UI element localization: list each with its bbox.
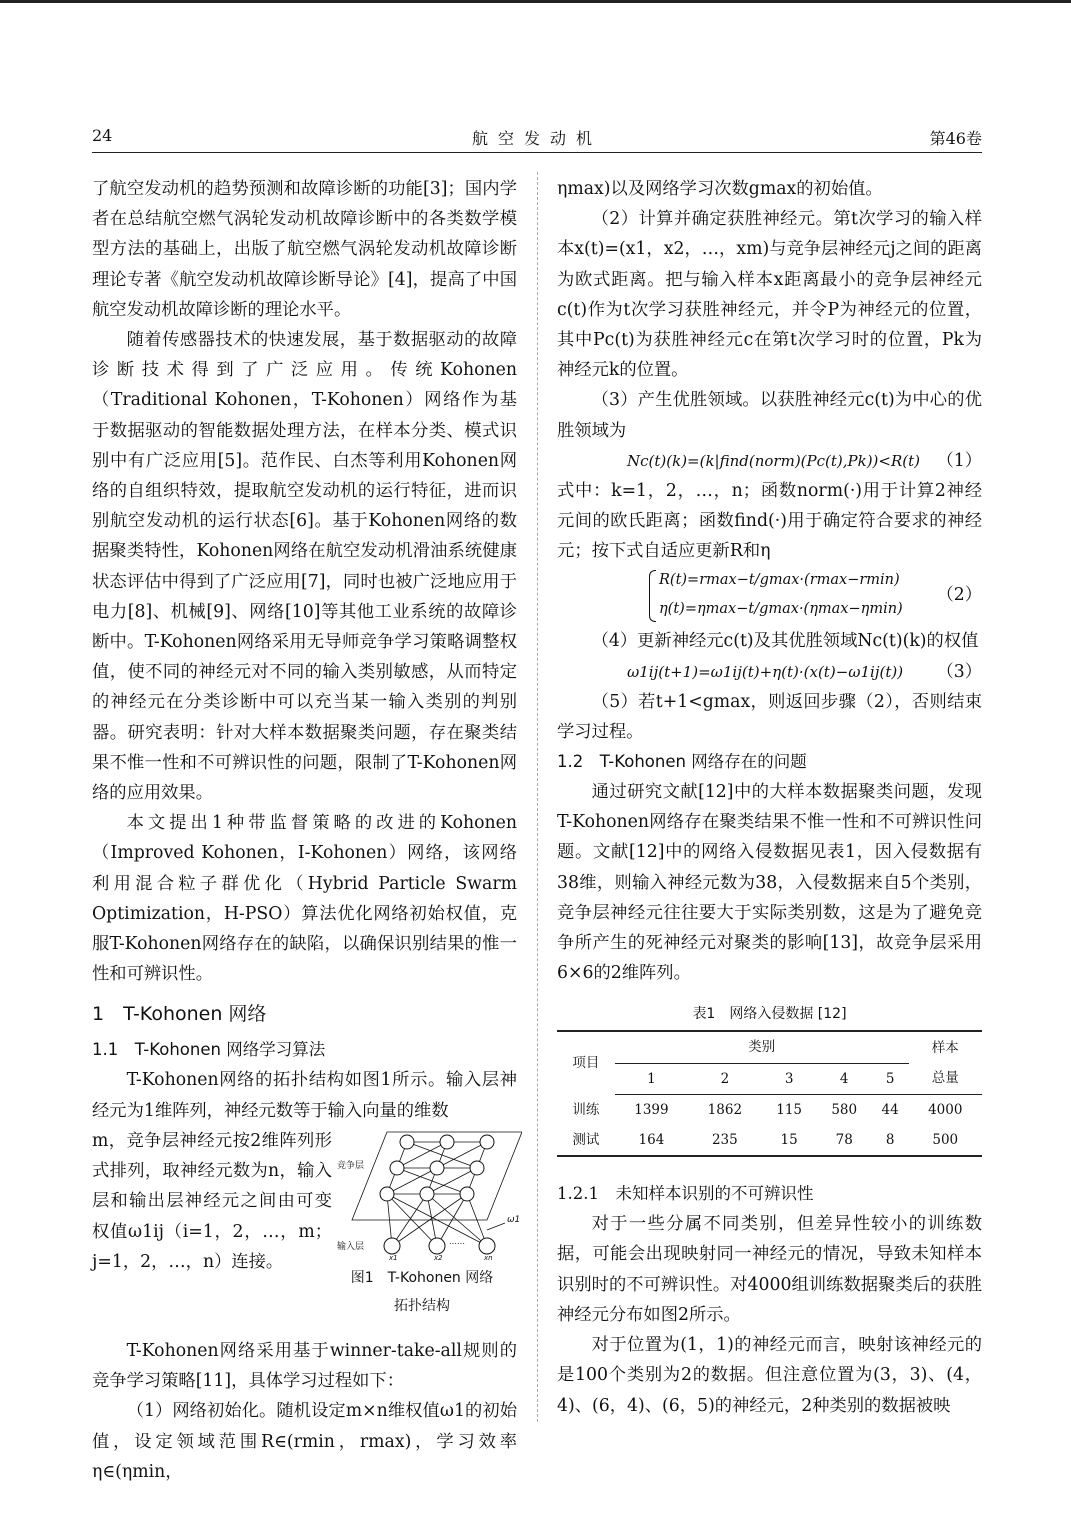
- subsection-heading: 1.2 T-Kohonen 网络存在的问题: [557, 752, 807, 772]
- table-class-label: 1: [615, 1063, 688, 1094]
- competition-plane: [352, 1132, 522, 1220]
- paragraph: 本文提出1种带监督策略的改进的Kohonen（Improved Kohonen，I-Kohonen）网络，该网络利用混合粒子群优化（Hybrid Particle Swarm Optimization，H-PSO）算法优化网络初始权值，克服T-Kohonen网络存在的缺陷，以确保识别结果的惟一性和可辨识性。: [92, 813, 517, 985]
- table-header-item: 项目: [557, 1031, 615, 1094]
- paragraph: 对于位置为(1，1)的神经元而言，映射该神经元的是100个类别为2的数据。但注意位置为(3，3)、(4，4)、(6，4)、(6，5)的神经元，2种类别的数据被映: [557, 1335, 982, 1416]
- competition-neuron: [440, 1135, 454, 1149]
- table-row: [557, 1094, 982, 1125]
- equation-number: （2）: [936, 585, 982, 606]
- equation-body: ω1ij(t+1)=ω1ij(t)+η(t)·(x(t)−ω1ij(t)): [627, 662, 904, 681]
- weight-label: ω1: [507, 1214, 521, 1225]
- figure-caption: [322, 1264, 522, 1320]
- table-class-label: 5: [872, 1063, 909, 1094]
- paragraph: T-Kohonen网络的拓扑结构如图1所示。输入层神经元为1维阵列，神经元数等于输入向量的维数: [92, 1070, 517, 1121]
- table-cell: 15: [762, 1125, 817, 1156]
- paragraph: T-Kohonen网络采用基于winner-take-all规则的竞争学习策略[11]，具体学习过程如下：: [92, 1340, 517, 1392]
- figure-caption-line2: 拓扑结构: [394, 1297, 450, 1314]
- paragraph: （4）更新神经元c(t)及其优胜领域Nc(t)(k)的权值: [591, 631, 979, 652]
- input-neuron: [429, 1238, 445, 1254]
- table-class-label: 4: [817, 1063, 872, 1094]
- competition-neuron: [400, 1135, 414, 1149]
- paragraph: m，竞争层神经元按2维阵列形式排列，取神经元数为n，输入层和输出层神经元之间由可变权值ω1ij（i=1，2，…，m；j=1，2，…，n）连接。: [92, 1130, 332, 1272]
- table-cell: 4000: [928, 1101, 963, 1118]
- input-xn-label: xn: [484, 1253, 493, 1260]
- paragraph: ηmax)以及网络学习次数gmax的初始值。: [557, 179, 883, 199]
- table-class-label: 3: [762, 1063, 817, 1094]
- input-x2-label: x2: [434, 1253, 443, 1260]
- section-heading: 1 T-Kohonen 网络: [92, 1003, 267, 1026]
- table-cell: 580: [831, 1101, 858, 1118]
- table-row: [557, 1125, 982, 1156]
- subsection-heading: 1.1 T-Kohonen 网络学习算法: [92, 1040, 326, 1060]
- journal-title: 航空发动机: [471, 129, 602, 148]
- input-layer-label: 输入层: [337, 1241, 365, 1252]
- table-caption: 表1 网络入侵数据 [12]: [692, 1006, 847, 1023]
- volume-label: 第46卷: [929, 129, 982, 148]
- competition-neuron: [420, 1187, 434, 1201]
- equation-number: （1）: [936, 450, 982, 471]
- table-cell: 44: [881, 1101, 899, 1118]
- competition-neuron: [460, 1187, 474, 1201]
- paragraph: 通过研究文献[12]中的大样本数据聚类问题，发现T-Kohonen网络存在聚类结果不惟一性和不可辨识性问题。文献[12]中的网络入侵数据见表1，因入侵数据有38维，则输入神经元数为38，入侵数据来自5个类别，竞争层神经元往往要大于实际类别数，这是为了避免竞争所产生的死神经元对聚类的影响[13]，故竞争层采用6×6的2维阵列。: [557, 782, 982, 984]
- table-cell: 115: [776, 1101, 803, 1118]
- left-column: [92, 174, 521, 1487]
- paragraph: （3）产生优胜领域。以获胜神经元c(t)为中心的优胜领域为: [557, 390, 982, 441]
- header-rule: [92, 152, 982, 153]
- competition-neuron: [390, 1161, 404, 1175]
- paragraph: （5）若t+1<gmax，则返回步骤（2），否则结束学习过程。: [557, 691, 982, 742]
- top-border: [0, 0, 1071, 3]
- table-header-total: 样本: [909, 1031, 983, 1063]
- competition-neuron: [480, 1135, 494, 1149]
- table-cell: 235: [688, 1125, 761, 1156]
- page-number: 24: [92, 126, 113, 145]
- paragraph: 随着传感器技术的快速发展，基于数据驱动的故障诊断技术得到了广泛应用。传统Kohonen（Traditional Kohonen，T-Kohonen）网络作为基于数据驱动的智能数据处理方法，在样本分类、模式识别中有广泛应用[5]。范作民、白杰等利用Kohonen网络的自组织特效，提取航空发动机的运行特征，进而识别航空发动机的运行状态[6]。基于Kohonen网络的数据聚类特性，Kohonen网络在航空发动机滑油系统健康状态评估中得到了广泛应用[7]，同时也被广泛地应用于电力[8]、机械[9]、网络[10]等其他工业系统的故障诊断中。T-Kohonen网络采用无导师竞争学习策略调整权值，使不同的神经元对不同的输入类别敏感，从而特定的神经元在分类诊断中可以充当某一输入类别的判别器。研究表明：针对大样本数据聚类问题，存在聚类结果不惟一性和不可辨识性的问题，限制了T-Kohonen网络的应用效果。: [92, 330, 517, 804]
- paragraph: 对于一些分属不同类别，但差异性较小的训练数据，可能会出现映射同一神经元的情况，导致未知样本识别时的不可辨识性。对4000组训练数据聚类后的获胜神经元分布如图2所示。: [557, 1214, 982, 1325]
- intrusion-data-table: [557, 1030, 982, 1157]
- equation-line: R(t)=rmax−t/gmax·(rmax−rmin): [659, 572, 900, 589]
- table-cell: 78: [817, 1125, 872, 1156]
- subsubsection-heading: 1.2.1 未知样本识别的不可辨识性: [557, 1184, 814, 1204]
- table-header-total: 总量: [909, 1063, 983, 1094]
- competition-layer-label: 竞争层: [337, 1160, 365, 1171]
- page-header: [92, 126, 982, 152]
- table-cell: 8: [872, 1125, 909, 1156]
- equation-body: Nc(t)(k)=(k|find(norm)(Pc(t),Pk))<R(t): [627, 451, 920, 470]
- competition-neuron: [380, 1187, 394, 1201]
- table-cell: 500: [909, 1125, 983, 1156]
- figure-block: [92, 1126, 521, 1336]
- paragraph: （1）网络初始化。随机设定m×n维权值ω1的初始值，设定领域范围R∈(rmin，rmax)，学习效率η∈(ηmin，: [92, 1401, 517, 1482]
- paragraph: （2）计算并确定获胜神经元。第t次学习的输入样本x(t)=(x1，x2，…，xm)与竞争层神经元j之间的距离为欧式距离。把与输入样本x距离最小的竞争层神经元c(t)作为t次学习获胜神经元，并令P为神经元的位置，其中Pc(t)为获胜神经元c在第t次学习时的位置，Pk为神经元k的位置。: [557, 209, 982, 381]
- right-column: [557, 174, 982, 1421]
- column-divider: [537, 172, 538, 1422]
- input-neuron: [479, 1238, 495, 1254]
- table-cell: 训练: [572, 1101, 600, 1118]
- network-topology-figure: [337, 1120, 522, 1260]
- equation-1: [557, 446, 982, 476]
- equation-number: （3）: [936, 661, 982, 682]
- equation-2: [557, 566, 982, 626]
- equation-brace: [649, 570, 656, 622]
- competition-neuron: [470, 1161, 484, 1175]
- table-cell: 测试: [557, 1125, 615, 1156]
- ellipsis-label: ……: [449, 1236, 465, 1246]
- input-x1-label: x1: [389, 1253, 398, 1260]
- paragraph: 了航空发动机的趋势预测和故障诊断的功能[3]；国内学者在总结航空燃气涡轮发动机故障诊断中的各类数学模型方法的基础上，出版了航空燃气涡轮发动机故障诊断理论专著《航空发动机故障诊断导论》[4]，提高了中国航空发动机故障诊断的理论水平。: [92, 179, 517, 320]
- figure-caption-line1: 图1 T-Kohonen 网络: [350, 1269, 494, 1286]
- equation-3: [557, 657, 982, 687]
- equation-line: η(t)=ηmax−t/gmax·(ηmax−ηmin): [659, 601, 903, 618]
- paragraph: 式中：k=1，2，…，n；函数norm(·)用于计算2神经元间的欧氏距离；函数find(·)用于确定符合要求的神经元；按下式自适应更新R和η: [557, 480, 982, 562]
- table-cell: 1399: [634, 1101, 669, 1118]
- competition-neuron: [430, 1161, 444, 1175]
- table-cell: 164: [615, 1125, 688, 1156]
- input-neuron: [384, 1238, 400, 1254]
- table-class-label: 2: [688, 1063, 761, 1094]
- table-header-class: 类别: [615, 1031, 909, 1063]
- table-cell: 1862: [707, 1101, 743, 1118]
